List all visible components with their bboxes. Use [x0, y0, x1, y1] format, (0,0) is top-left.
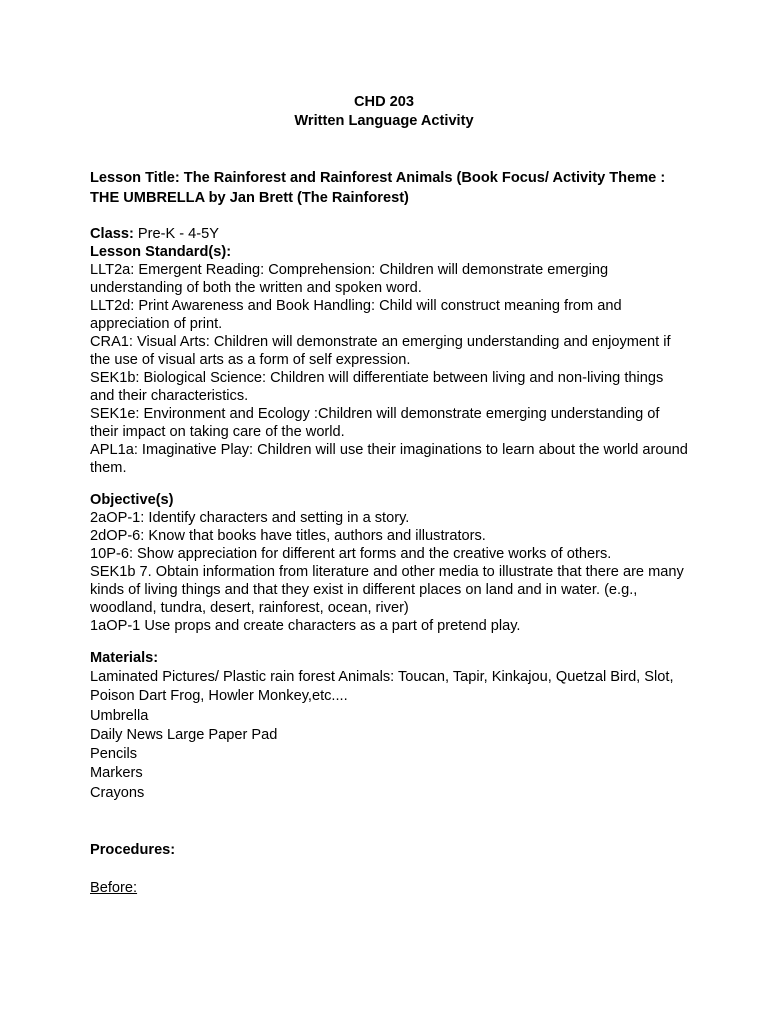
objective-item: 2aOP-1: Identify characters and setting in a story.	[90, 510, 410, 526]
standard-item: LLT2a: Emergent Reading: Comprehension: Children will demonstrate emerging understanding of both the written and spoken word.	[90, 262, 609, 296]
document-header	[0, 93, 768, 131]
objective-item: SEK1b 7. Obtain information from literature and other media to illustrate that there are many kinds of living things and that they exist in different places on land and in water. (e.g., woodland, tundra, desert, rainforest, ocean, river)	[90, 564, 684, 616]
objective-item: 10P-6: Show appreciation for different art forms and the creative works of others.	[90, 546, 612, 562]
standard-item: SEK1b: Biological Science: Children will differentiate between living and non-living things and their characteristics.	[90, 370, 664, 404]
standard-item: CRA1: Visual Arts: Children will demonstrate an emerging understanding and enjoyment if the use of visual arts as a form of self expression.	[90, 334, 671, 368]
lesson-title: Lesson Title: The Rainforest and Rainforest Animals (Book Focus/ Activity Theme : THE UMBRELLA by Jan Brett (The Rainforest)	[90, 170, 666, 206]
procedures-heading: Procedures:	[90, 842, 176, 859]
class-line	[90, 225, 690, 243]
objective-item: 1aOP-1 Use props and create characters as a part of pretend play.	[90, 618, 521, 634]
material-item: Laminated Pictures/ Plastic rain forest Animals: Toucan, Tapir, Kinkajou, Quetzal Bird, Slot, Poison Dart Frog, Howler Monkey,etc....	[90, 669, 674, 705]
document-body	[90, 169, 690, 897]
materials-heading: Materials:	[90, 650, 159, 666]
standard-item: APL1a: Imaginative Play: Children will use their imaginations to learn about the world around them.	[90, 442, 688, 476]
materials-list	[90, 668, 690, 803]
activity-title: Written Language Activity	[294, 113, 474, 129]
class-label: Class:	[90, 226, 134, 242]
course-code: CHD 203	[353, 94, 415, 110]
standard-item: LLT2d: Print Awareness and Book Handling: Child will construct meaning from and appreciation of print.	[90, 298, 622, 332]
objective-item: 2dOP-6: Know that books have titles, authors and illustrators.	[90, 528, 486, 544]
class-value: Pre-K - 4-5Y	[137, 226, 219, 242]
material-item: Umbrella	[90, 707, 149, 724]
material-item: Crayons	[90, 784, 145, 801]
material-item: Pencils	[90, 746, 138, 763]
material-item: Daily News Large Paper Pad	[90, 726, 278, 743]
material-item: Markers	[90, 765, 143, 782]
objectives-list	[90, 509, 690, 635]
objectives-heading: Objective(s)	[90, 492, 174, 508]
before-label: Before:	[90, 880, 138, 897]
standards-list	[90, 261, 690, 477]
standard-item: SEK1e: Environment and Ecology :Children will demonstrate emerging understanding of their impact on taking care of the world.	[90, 406, 660, 440]
standards-heading: Lesson Standard(s):	[90, 244, 232, 260]
